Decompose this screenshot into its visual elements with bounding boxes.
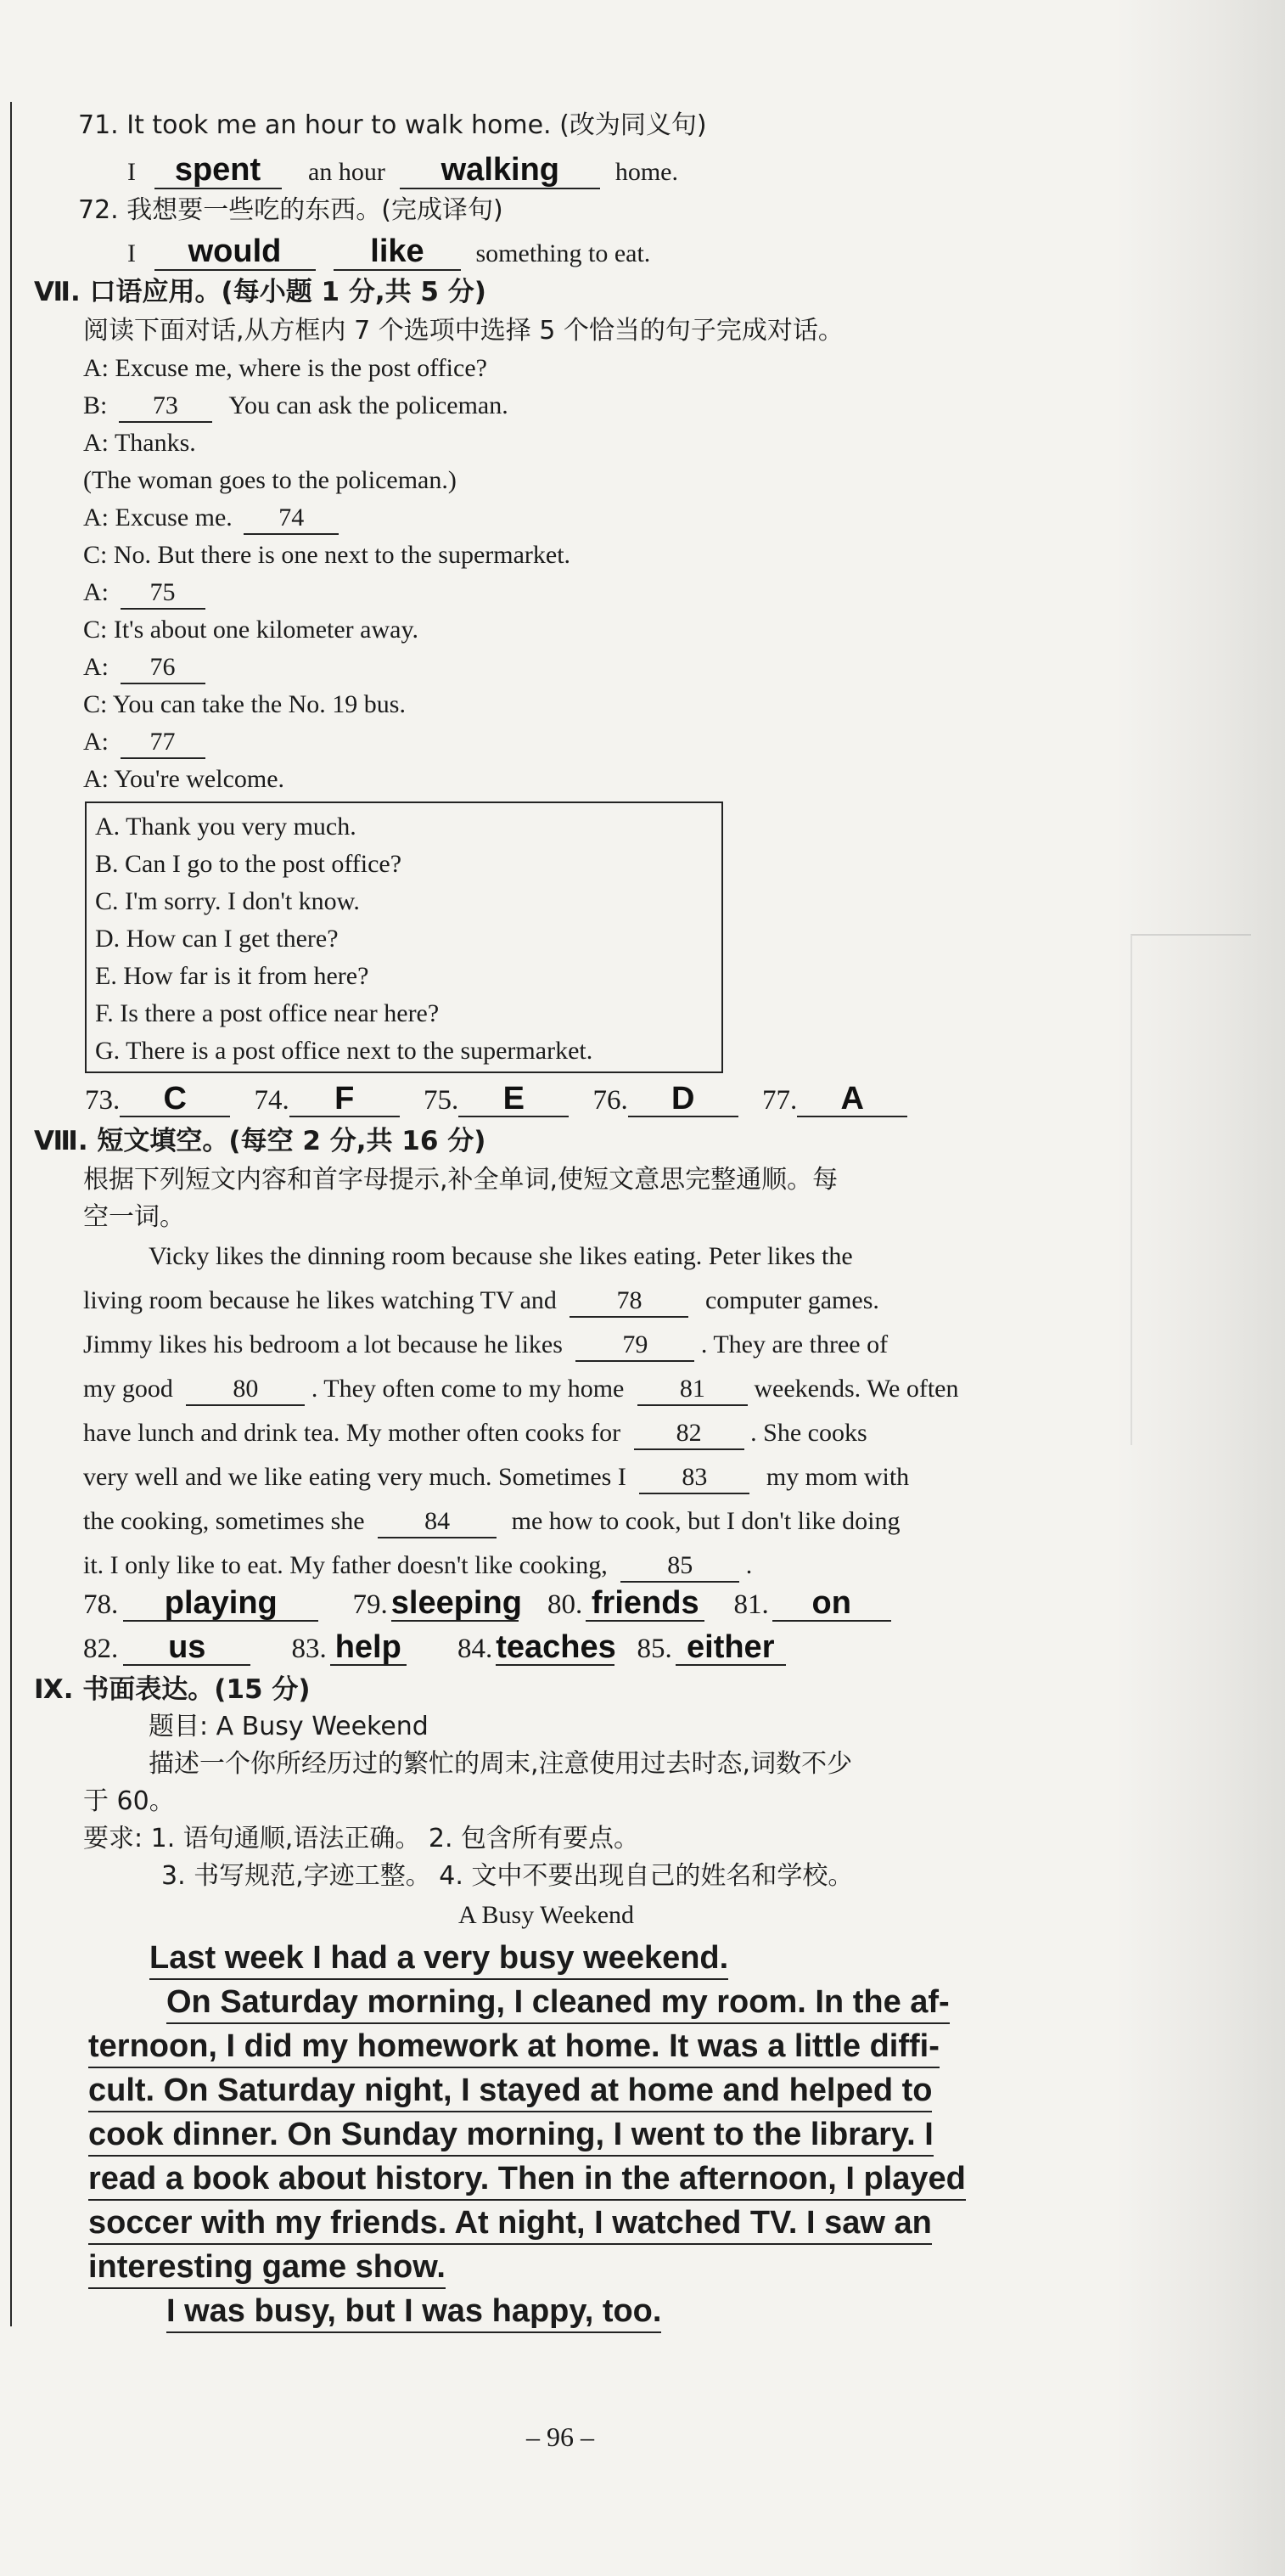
option-g: G. There is a post office next to the supermarket. bbox=[95, 1037, 593, 1065]
q72-pre: I bbox=[127, 239, 136, 267]
essay-line-5: cook dinner. On Sunday morning, I went to the library. I bbox=[88, 2116, 934, 2157]
section-8-answers-row-1: 78. playing 79. sleeping 80. friends 81. on bbox=[83, 1588, 891, 1622]
blank-80: 80 bbox=[186, 1374, 305, 1406]
q71-prompt: 71. It took me an hour to walk home. (改为同义句) bbox=[78, 110, 707, 140]
essay-line-2: On Saturday morning, I cleaned my room. In the af- bbox=[166, 1983, 950, 2024]
essay-description-2: 于 60。 bbox=[83, 1786, 175, 1816]
passage-line-7: the cooking, sometimes she 84 me how to cook, but I don't like doing bbox=[83, 1505, 900, 1538]
essay-line-7: soccer with my friends. At night, I watched TV. I saw an bbox=[88, 2204, 932, 2245]
blank-74: 74 bbox=[244, 503, 339, 535]
option-c: C. I'm sorry. I don't know. bbox=[95, 887, 360, 915]
dialogue-line-9: A: 76 bbox=[83, 650, 205, 684]
essay-topic: 题目: A Busy Weekend bbox=[149, 1712, 429, 1741]
essay-requirements-2: 3. 书写规范,字迹工整。 4. 文中不要出现自己的姓名和学校。 bbox=[161, 1861, 854, 1891]
essay-heading: A Busy Weekend bbox=[458, 1901, 635, 1929]
left-margin-rule bbox=[10, 102, 12, 2326]
blank-83: 83 bbox=[639, 1462, 749, 1494]
q72-blank-2 bbox=[334, 233, 461, 271]
section-8-instructions-2: 空一词。 bbox=[83, 1202, 185, 1232]
answer-76: D bbox=[628, 1083, 738, 1117]
section-8-title: Ⅷ. 短文填空。(每空 2 分,共 16 分) bbox=[34, 1126, 486, 1156]
blank-84: 84 bbox=[378, 1506, 497, 1538]
essay-line-9: I was busy, but I was happy, too. bbox=[166, 2292, 661, 2333]
dialogue-line-12: A: You're welcome. bbox=[83, 765, 285, 793]
blank-76: 76 bbox=[121, 652, 205, 684]
section-7-instructions: 阅读下面对话,从方框内 7 个选项中选择 5 个恰当的句子完成对话。 bbox=[83, 316, 844, 346]
blank-75: 75 bbox=[121, 577, 205, 610]
passage-line-6: very well and we like eating very much. Sometimes I 83 my mom with bbox=[83, 1460, 909, 1494]
dialogue-line-7: A: 75 bbox=[83, 576, 205, 610]
blank-81: 81 bbox=[637, 1374, 748, 1406]
answer-83: help bbox=[330, 1632, 407, 1666]
blank-73: 73 bbox=[119, 391, 212, 423]
blank-79: 79 bbox=[575, 1330, 694, 1362]
essay-line-3: ternoon, I did my homework at home. It was a little diffi- bbox=[88, 2028, 940, 2068]
dialogue-line-1: A: Excuse me, where is the post office? bbox=[83, 354, 487, 382]
blank-82: 82 bbox=[634, 1418, 744, 1450]
blank-77: 77 bbox=[121, 727, 205, 759]
option-d: D. How can I get there? bbox=[95, 925, 339, 953]
dialogue-line-3: A: Thanks. bbox=[83, 429, 196, 457]
answer-81: on bbox=[772, 1588, 891, 1622]
q71-blank-1 bbox=[154, 152, 282, 189]
q72-answer-2: like bbox=[370, 233, 424, 269]
section-8-instructions-1: 根据下列短文内容和首字母提示,补全单词,使短文意思完整通顺。每 bbox=[83, 1165, 839, 1195]
answer-85: either bbox=[676, 1632, 786, 1666]
section-7-title: Ⅶ. 口语应用。(每小题 1 分,共 5 分) bbox=[34, 277, 486, 307]
q71-answer-2: walking bbox=[440, 152, 559, 188]
section-7-answers: 73. C 74. F 75. E 76. D 77. A bbox=[85, 1083, 907, 1117]
answer-80: friends bbox=[586, 1588, 704, 1622]
essay-line-8: interesting game show. bbox=[88, 2248, 446, 2289]
q72-post: something to eat. bbox=[475, 239, 651, 267]
essay-requirements-1: 要求: 1. 语句通顺,语法正确。 2. 包含所有要点。 bbox=[83, 1824, 640, 1853]
page-number: – 96 – bbox=[526, 2421, 594, 2452]
passage-line-5: have lunch and drink tea. My mother often cooks for 82 . She cooks bbox=[83, 1416, 867, 1450]
option-f: F. Is there a post office near here? bbox=[95, 999, 440, 1027]
essay-line-6: read a book about history. Then in the afternoon, I played bbox=[88, 2160, 966, 2201]
section-9-title: Ⅸ. 书面表达。(15 分) bbox=[34, 1674, 311, 1705]
passage-line-8: it. I only like to eat. My father doesn't like cooking, 85 . bbox=[83, 1549, 752, 1583]
dialogue-line-11: A: 77 bbox=[83, 725, 205, 759]
q71-mid: an hour bbox=[308, 158, 385, 186]
option-a: A. Thank you very much. bbox=[95, 813, 356, 841]
answer-75: E bbox=[458, 1083, 569, 1117]
answer-74: F bbox=[289, 1083, 400, 1117]
dialogue-line-5: A: Excuse me. 74 bbox=[83, 501, 339, 535]
dialogue-line-4: (The woman goes to the policeman.) bbox=[83, 466, 457, 494]
section-8-answers-row-2: 82. us 83. help 84. teaches 85. either bbox=[83, 1632, 786, 1666]
q71-blank-2 bbox=[400, 152, 600, 189]
essay-line-4: cult. On Saturday night, I stayed at home and helped to bbox=[88, 2072, 932, 2112]
dialogue-line-6: C: No. But there is one next to the supermarket. bbox=[83, 541, 571, 569]
dialogue-line-10: C: You can take the No. 19 bus. bbox=[83, 690, 406, 718]
answer-73: C bbox=[120, 1083, 230, 1117]
passage-line-3: Jimmy likes his bedroom a lot because he likes 79 . They are three of bbox=[83, 1328, 888, 1362]
q72-answer-1: would bbox=[188, 233, 282, 269]
answer-82: us bbox=[123, 1632, 250, 1666]
bleed-through-marks bbox=[1131, 934, 1251, 1445]
answer-78: playing bbox=[123, 1588, 318, 1622]
answer-79: sleeping bbox=[390, 1585, 522, 1621]
passage-line-1: Vicky likes the dinning room because she likes eating. Peter likes the bbox=[149, 1242, 853, 1270]
answer-77: A bbox=[797, 1083, 907, 1117]
q72-prompt: 72. 我想要一些吃的东西。(完成译句) bbox=[78, 195, 503, 225]
answer-84: teaches bbox=[496, 1629, 616, 1665]
blank-78: 78 bbox=[570, 1285, 688, 1318]
q71-answer-line bbox=[127, 152, 678, 189]
essay-line-1: Last week I had a very busy weekend. bbox=[149, 1939, 728, 1980]
q71-post: home. bbox=[614, 158, 678, 186]
q72-answer-line bbox=[127, 233, 651, 271]
passage-line-2: living room because he likes watching TV and 78 computer games. bbox=[83, 1284, 879, 1318]
blank-85: 85 bbox=[620, 1550, 739, 1583]
q71-answer-1: spent bbox=[174, 152, 261, 188]
dialogue-line-8: C: It's about one kilometer away. bbox=[83, 616, 419, 644]
q71-pre: I bbox=[127, 158, 136, 186]
option-e: E. How far is it from here? bbox=[95, 962, 369, 990]
passage-line-4: my good 80 . They often come to my home 81 weekends. We often bbox=[83, 1372, 959, 1406]
q72-blank-1 bbox=[154, 233, 316, 271]
essay-description-1: 描述一个你所经历过的繁忙的周末,注意使用过去时态,词数不少 bbox=[149, 1749, 853, 1779]
dialogue-line-2: B: 73 You can ask the policeman. bbox=[83, 389, 508, 423]
option-b: B. Can I go to the post office? bbox=[95, 850, 402, 878]
